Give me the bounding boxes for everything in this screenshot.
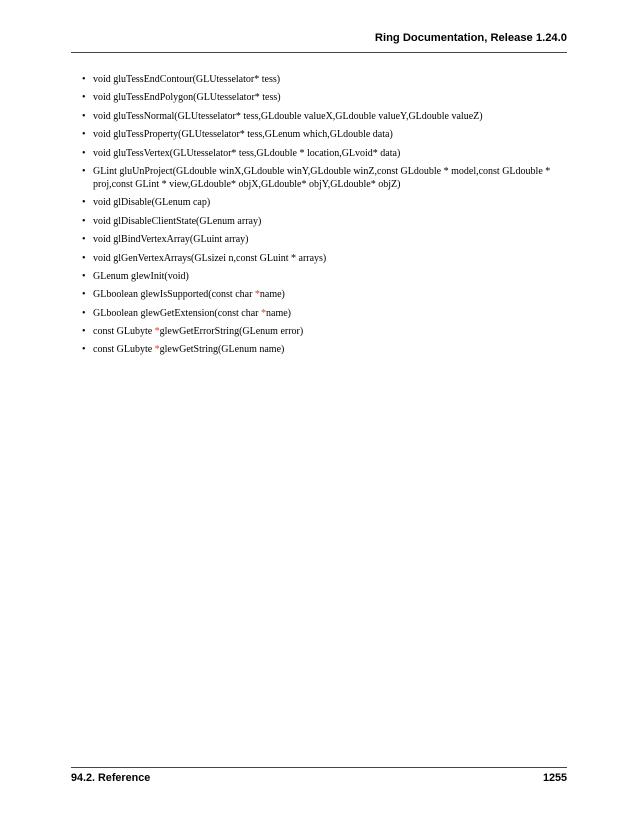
bullet: • — [82, 215, 86, 227]
function-signature: void gluTessEndContour(GLUtesselator* tess) — [93, 74, 281, 85]
list-item — [82, 147, 573, 160]
function-signature: void gluTessEndPolygon(GLUtesselator* tess) — [93, 92, 281, 104]
bullet: • — [82, 326, 86, 338]
page-header-title: Ring Documentation, Release 1.24.0 — [374, 32, 567, 44]
list-item — [82, 165, 573, 191]
list-item — [82, 343, 573, 356]
function-signature: void gluTessVertex(GLUtesselator* tess,GLdouble * location,GLvoid* data) — [93, 147, 401, 159]
signature-suffix: name) — [259, 289, 285, 301]
list-item — [82, 233, 573, 246]
function-signature — [93, 308, 291, 319]
list-item — [82, 91, 573, 104]
bullet: • — [82, 234, 86, 246]
function-signature — [93, 289, 285, 300]
signature-suffix: name) — [266, 307, 292, 319]
bullet: • — [82, 129, 86, 141]
list-item — [82, 270, 573, 283]
list-item — [82, 252, 573, 265]
bullet: • — [82, 270, 86, 282]
list-item — [82, 196, 573, 209]
page-number: 1255 — [542, 772, 567, 784]
bullet: • — [82, 147, 86, 159]
function-signature: GLint gluUnProject(GLdouble winX,GLdouble winY,GLdouble winZ,const GLdouble * model,const GLdouble * proj,const GLint * view,GLdouble* objX,GLdouble* objY,GLdouble* objZ) — [93, 165, 553, 190]
list-item — [82, 215, 573, 228]
pointer-star: * — [154, 344, 160, 356]
signature-prefix: GLboolean glewIsSupported(const char — [93, 289, 255, 301]
bullet: • — [82, 165, 86, 177]
list-item — [82, 307, 573, 320]
bullet: • — [82, 92, 86, 104]
function-signature: void glBindVertexArray(GLuint array) — [93, 234, 249, 246]
bullet: • — [82, 252, 86, 264]
pointer-star: * — [154, 326, 160, 338]
list-item — [82, 73, 573, 86]
function-list — [82, 73, 573, 362]
signature-suffix: glewGetString(GLenum name) — [159, 344, 285, 356]
function-signature: void glDisableClientState(GLenum array) — [93, 215, 262, 227]
bullet: • — [82, 74, 86, 85]
function-signature: void glDisable(GLenum cap) — [93, 197, 211, 209]
pointer-star: * — [261, 307, 267, 319]
function-signature: void gluTessNormal(GLUtesselator* tess,GLdouble valueX,GLdouble valueY,GLdouble valueZ) — [93, 110, 483, 122]
function-signature: GLenum glewInit(void) — [93, 270, 189, 282]
bullet: • — [82, 110, 86, 122]
header-divider — [71, 52, 567, 53]
bullet: • — [82, 289, 86, 301]
signature-prefix: const GLubyte — [93, 326, 155, 338]
function-signature: void glGenVertexArrays(GLsizei n,const GLuint * arrays) — [93, 252, 327, 264]
function-signature: void gluTessProperty(GLUtesselator* tess,GLenum which,GLdouble data) — [93, 129, 393, 141]
bullet: • — [82, 197, 86, 209]
list-item — [82, 288, 573, 301]
list-item — [82, 128, 573, 141]
list-item — [82, 325, 573, 338]
footer-section-title: 94.2. Reference — [71, 772, 151, 784]
list-item — [82, 110, 573, 123]
signature-suffix: glewGetErrorString(GLenum error) — [159, 326, 304, 338]
function-signature — [93, 326, 303, 337]
bullet: • — [82, 307, 86, 319]
function-signature — [93, 344, 284, 355]
signature-prefix: GLboolean glewGetExtension(const char — [93, 307, 262, 319]
footer-divider — [71, 767, 567, 768]
bullet: • — [82, 344, 86, 356]
signature-prefix: const GLubyte — [93, 344, 155, 356]
pointer-star: * — [254, 289, 260, 301]
